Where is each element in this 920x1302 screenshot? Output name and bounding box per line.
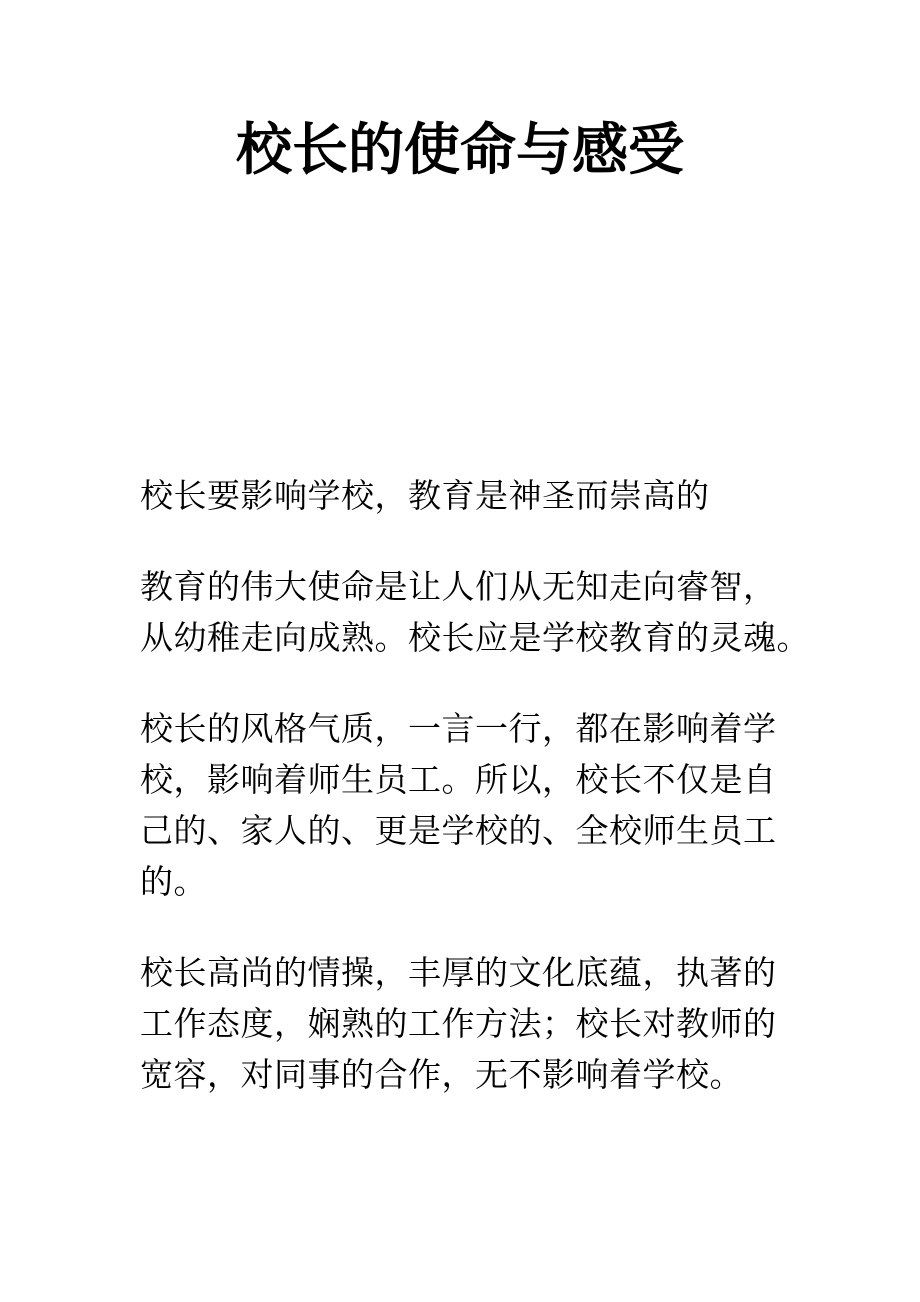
paragraph-4 <box>140 947 820 1100</box>
paragraph-line: 的。 <box>140 862 207 901</box>
paragraph-line: 校长高尚的情操，丰厚的文化底蕴，执著的 <box>140 953 777 992</box>
paragraph-line: 宽容，对同事的合作，无不影响着学校。 <box>140 1055 743 1094</box>
paragraph-line: 从幼稚走向成熟。校长应是学校教育的灵魂。 <box>140 618 810 657</box>
paragraph-line: 己的、家人的、更是学校的、全校师生员工 <box>140 811 777 850</box>
paragraph-1 <box>140 470 820 521</box>
paragraph-line: 校，影响着师生员工。所以，校长不仅是自 <box>140 760 777 799</box>
paragraph-line: 校长的风格气质，一言一行，都在影响着学 <box>140 709 777 748</box>
document-title: 校长的使命与感受 <box>236 117 684 183</box>
paragraph-line: 工作态度，娴熟的工作方法；校长对教师的 <box>140 1004 777 1043</box>
paragraph-line: 教育的伟大使命是让人们从无知走向睿智， <box>140 567 777 606</box>
paragraph-3 <box>140 703 820 907</box>
paragraph-line: 校长要影响学校，教育是神圣而崇高的 <box>140 476 710 515</box>
paragraph-2 <box>140 561 820 663</box>
document-body <box>140 470 820 1140</box>
